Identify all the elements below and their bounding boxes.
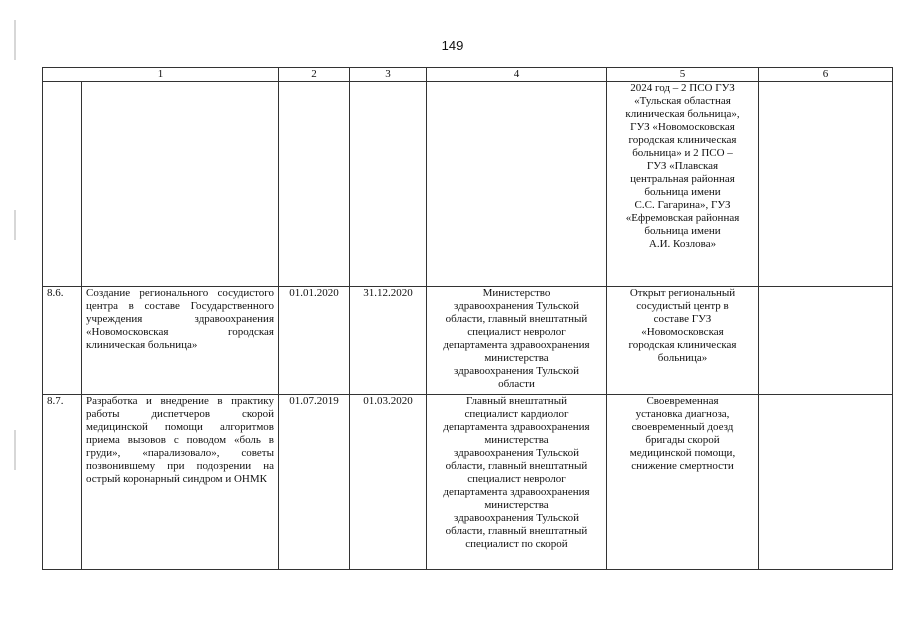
column-number-row: [43, 68, 893, 82]
table-row: [43, 395, 893, 570]
responsible-cell: [427, 82, 607, 287]
scan-edge-mark: [14, 430, 16, 470]
activity-cell: Разработка и внедрение в практику работы диспетчеров скорой медицинской помощи алгоритмов приема вызовов с поводом «боль в груди», «парализовало», советы позвонившему при подозрении на острый коронарный синдром и ОНМК: [82, 395, 279, 570]
end-date-cell: 01.03.2020: [350, 395, 427, 570]
extra-cell: [759, 287, 893, 395]
page-number: 149: [441, 38, 464, 53]
responsible-cell: Министерство здравоохранения Тульской области, главный внештатный специалист невролог департамента здравоохранения министерства здравоохранения Тульской области: [427, 287, 607, 395]
column-header: 2: [279, 68, 350, 82]
row-number-cell: [43, 82, 82, 287]
result-cell: Своевременная установка диагноза, своевременный доезд бригады скорой медицинской помощи, снижение смертности: [607, 395, 759, 570]
extra-cell: [759, 82, 893, 287]
plan-table: [42, 67, 893, 570]
table-row: [43, 82, 893, 287]
activity-cell: [82, 82, 279, 287]
end-date-cell: 31.12.2020: [350, 287, 427, 395]
row-number-cell: 8.7.: [43, 395, 82, 570]
column-header: 5: [607, 68, 759, 82]
column-header: 1: [43, 68, 279, 82]
start-date-cell: 01.07.2019: [279, 395, 350, 570]
responsible-cell: Главный внештатный специалист кардиолог департамента здравоохранения министерства здравоохранения Тульской области, главный внештатный специалист невролог департамента здравоохранения министерства здравоохранения Тульской области, главный внештатный специалист по скорой: [427, 395, 607, 570]
activity-cell: Создание регионального сосудистого центра в составе Государственного учреждения здравоохранения «Новомосковская городская клиническая больница»: [82, 287, 279, 395]
column-header: 4: [427, 68, 607, 82]
column-header: 3: [350, 68, 427, 82]
start-date-cell: 01.01.2020: [279, 287, 350, 395]
result-cell: 2024 год – 2 ПСО ГУЗ «Тульская областная клиническая больница», ГУЗ «Новомосковская городская клиническая больница» и 2 ПСО – ГУЗ «Плавская центральная районная больница имени С.С. Гагарина», ГУЗ «Ефремовская районная больница имени А.И. Козлова»: [607, 82, 759, 287]
end-date-cell: [350, 82, 427, 287]
row-number-cell: 8.6.: [43, 287, 82, 395]
result-cell: Открыт региональный сосудистый центр в составе ГУЗ «Новомосковская городская клиническая больница»: [607, 287, 759, 395]
extra-cell: [759, 395, 893, 570]
start-date-cell: [279, 82, 350, 287]
table-row: [43, 287, 893, 395]
scan-edge-mark: [14, 210, 16, 240]
column-header: 6: [759, 68, 893, 82]
